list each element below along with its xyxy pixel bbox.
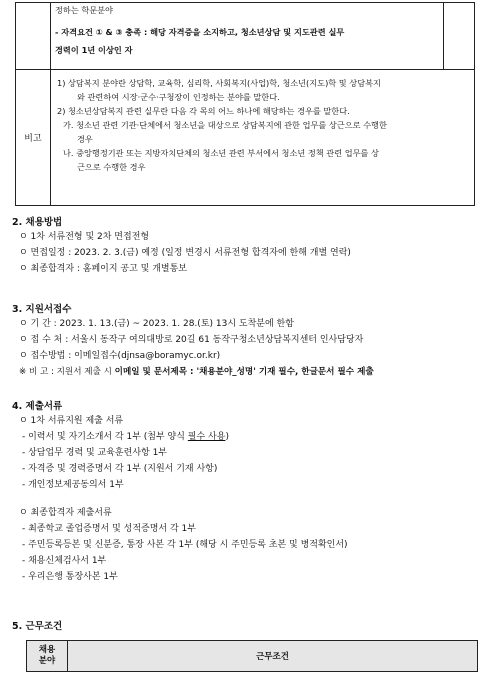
documents-item: - 채용신체검사서 1부 <box>22 556 107 566</box>
hiring-line: ㅇ 최종합격자 : 홈페이지 공고 및 개별통보 <box>19 264 187 274</box>
qualification-cell <box>51 3 444 70</box>
section-title-conditions: 5. 근무조건 <box>12 621 63 632</box>
remark-prefix: ※ 비 고 : 지원서 제출 시 <box>19 367 115 377</box>
application-remark <box>19 364 374 380</box>
header-field-line1: 채용 <box>38 645 56 655</box>
hiring-line: ㅇ 면접일정 : 2023. 2. 3.(금) 예정 (일정 변경시 서류전형 합격자에 한해 개별 연락) <box>19 248 351 258</box>
section-title-documents: 4. 제출서류 <box>12 401 63 412</box>
application-method: ㅇ 접수방법 : 이메일접수(djnsa@boramyc.or.kr) <box>19 351 221 361</box>
empty-cell <box>16 3 51 70</box>
documents-item-underline: 필수 사용 <box>187 432 226 442</box>
documents-item: - 우리은행 통장사본 1부 <box>22 572 118 582</box>
documents-item: - 개인정보제공동의서 1부 <box>22 480 124 490</box>
remark-notes <box>51 70 475 206</box>
application-place: ㅇ 접 수 처 : 서울시 동작구 여의대방로 20길 61 동작구청소년상담복지센터 인사담당자 <box>19 335 364 345</box>
requirement-text: - 자격요건 ① & ③ 충족 : 해당 자격증을 소지하고, 청소년상담 및 지도관련 실무 <box>55 27 345 37</box>
remark-emphasis: 이메일 및 문서제목 : '채용분야_성명' 기재 필수, 한글문서 필수 제출 <box>114 367 374 377</box>
application-period: ㅇ 기 간 : 2023. 1. 13.(금) ~ 2023. 1. 28.(토) 13시 도착분에 한함 <box>19 319 294 329</box>
documents-group-title: ㅇ 최종합격자 제출서류 <box>19 508 112 518</box>
section-documents-body <box>19 413 348 585</box>
documents-item-text-end: ) <box>225 432 229 442</box>
header-field <box>27 641 68 672</box>
header-field-line2: 분야 <box>38 656 56 666</box>
documents-item: - 자격증 및 경력증명서 각 1부 (지원서 기재 사항) <box>22 464 218 474</box>
documents-item: - 주민등록등본 및 신분증, 통장 사본 각 1부 (해당 시 주민등록 초본 및 병적확인서) <box>22 540 348 550</box>
documents-item <box>19 429 348 445</box>
empty-cell <box>444 3 475 70</box>
header-conditions: 근무조건 <box>68 641 478 672</box>
section-title-application: 3. 지원서접수 <box>12 304 72 315</box>
note-line: 경우 <box>77 134 93 144</box>
hiring-line: ㅇ 1차 서류전형 및 2차 면접전형 <box>19 232 150 242</box>
documents-item-text: - 이력서 및 자기소개서 각 1부 (첨부 양식 <box>22 432 188 442</box>
note-line: 1) 상담복지 분야란 상담학, 교육학, 심리학, 사회복지(사업)학, 청소년(지도)학 및 상담복지 <box>57 78 381 88</box>
remark-label: 비고 <box>16 70 51 206</box>
section-title-hiring: 2. 채용방법 <box>12 217 63 228</box>
note-line: 와 관련하여 시장·군수·구청장이 인정하는 분야를 말한다. <box>77 92 280 102</box>
conditions-table <box>26 640 478 672</box>
section-hiring-body <box>19 229 351 277</box>
note-line: 나. 중앙행정기관 또는 지방자치단체의 청소년 관련 부서에서 청소년 정책 관련 업무를 상 <box>63 148 379 158</box>
documents-item: - 최종학교 졸업증명서 및 성적증명서 각 1부 <box>22 524 196 534</box>
note-line: 가. 청소년 관련 기관·단체에서 청소년을 대상으로 상담복지에 관한 업무를 상근으로 수행한 <box>63 120 387 130</box>
note-line: 근으로 수행한 경우 <box>77 162 146 172</box>
field-text: 정하는 학문분야 <box>55 5 113 15</box>
section-application-body <box>19 316 374 380</box>
requirement-text-cont: 경력이 1년 이상인 자 <box>55 45 133 55</box>
documents-group-title: ㅇ 1차 서류지원 제출 서류 <box>19 416 124 426</box>
qualification-table <box>15 2 475 206</box>
note-line: 2) 청소년상담복지 관련 실무란 다음 각 목의 어느 하나에 해당하는 경우를 말한다. <box>57 106 350 116</box>
documents-item: - 상담업무 경력 및 교육훈련사항 1부 <box>22 448 167 458</box>
